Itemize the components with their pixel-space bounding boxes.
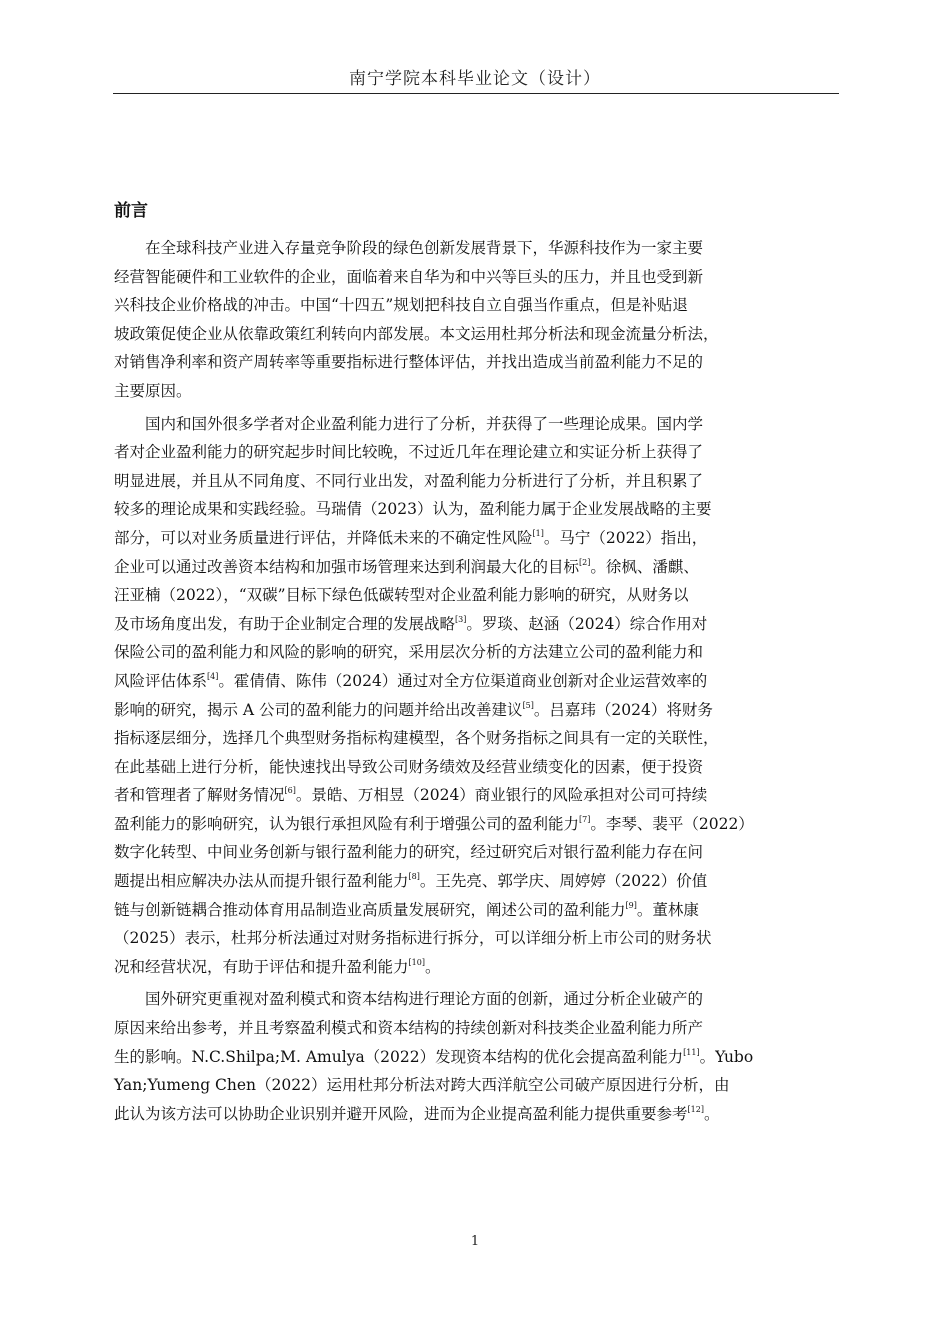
- text-line: [114, 667, 840, 696]
- text-run: 此认为该方法可以协助企业识别并避开风险，进而为企业提高盈利能力提供重要参考: [114, 1104, 688, 1123]
- text-run: 。董林康: [636, 900, 699, 919]
- body-text: [114, 234, 840, 1132]
- text-run: 者和管理者了解财务情况: [114, 786, 285, 805]
- text-line: 在全球科技产业进入存量竞争阶段的绿色创新发展背景下，华源科技作为一家主要: [145, 239, 704, 257]
- text-line: 数字化转型、中间业务创新与银行盈利能力的研究，经过研究后对银行盈利能力存在问: [114, 843, 704, 862]
- paragraph-3: [114, 985, 840, 1128]
- text-line: 坡政策促使企业从依靠政策红利转向内部发展。本文运用杜邦分析法和现金流量分析法，: [114, 324, 719, 343]
- text-run: 盈利能力的影响研究，认为银行承担风险有利于增强公司的盈利能力: [114, 814, 580, 833]
- text-line: [114, 953, 840, 982]
- text-line: 明显进展，并且从不同角度、不同行业出发，对盈利能力分析进行了分析，并且积累了: [114, 471, 704, 490]
- text-run: 。: [424, 957, 441, 976]
- text-run: 及市场角度出发，有助于企业制定合理的发展战略: [114, 614, 456, 633]
- text-run: 。罗琰、赵涵（2024）综合作用对: [466, 614, 708, 633]
- text-line: [114, 553, 840, 582]
- text-line: 在此基础上进行分析，能快速找出导致公司财务绩效及经营业绩变化的因素，便于投资: [114, 757, 704, 776]
- text-line: [114, 810, 840, 839]
- text-line: 原因来给出参考，并且考察盈利模式和资本结构的持续创新对科技类企业盈利能力所产: [114, 1019, 704, 1038]
- text-line: 汪亚楠（2022），“双碳”目标下绿色低碳转型对企业盈利能力影响的研究，从财务以: [114, 586, 689, 605]
- citation-5: [5]: [522, 700, 534, 710]
- citation-1: [1]: [532, 528, 544, 538]
- text-line: [114, 896, 840, 925]
- citation-6: [6]: [284, 786, 296, 796]
- text-run: 。霍倩倩、陈伟（2024）通过对全方位渠道商业创新对企业运营效率的: [218, 671, 708, 690]
- text-run: 。景皓、万相昱（2024）商业银行的风险承担对公司可持续: [295, 786, 708, 805]
- citation-2: [2]: [579, 557, 591, 567]
- text-run: 影响的研究，揭示 A 公司的盈利能力的问题并给出改善建议: [114, 700, 523, 719]
- text-run: 。Yubo: [699, 1047, 754, 1066]
- text-run: 企业可以通过改善资本结构和加强市场管理来达到利润最大化的目标: [114, 557, 580, 576]
- text-line: （2025）表示，杜邦分析法通过对财务指标进行拆分，可以详细分析上市公司的财务状: [114, 929, 712, 948]
- citation-3: [3]: [455, 614, 467, 624]
- text-run: 部分，可以对业务质量进行评估，并降低未来的不确定性风险: [114, 528, 533, 547]
- text-line: 较多的理论成果和实践经验。马瑞倩（2023）认为，盈利能力属于企业发展战略的主要: [114, 500, 712, 519]
- paragraph-1: [114, 234, 840, 406]
- citation-4: [4]: [207, 671, 219, 681]
- text-run: 题提出相应解决办法从而提升银行盈利能力: [114, 872, 409, 891]
- running-header: 南宁学院本科毕业论文（设计）: [349, 69, 601, 89]
- text-run: 。吕嘉玮（2024）将财务: [533, 700, 713, 719]
- header-divider: [113, 93, 839, 94]
- text-line: [114, 1100, 840, 1129]
- citation-8: [8]: [408, 872, 420, 882]
- text-line: 指标逐层细分，选择几个典型财务指标构建模型，各个财务指标之间具有一定的关联性，: [114, 729, 719, 748]
- text-run: 。: [703, 1104, 720, 1123]
- text-run: 。王先亮、郭学庆、周婷婷（2022）价值: [419, 872, 708, 891]
- citation-9: [9]: [625, 900, 637, 910]
- citation-11: [11]: [683, 1047, 700, 1057]
- paragraph-2: [114, 410, 840, 982]
- text-line: [114, 1043, 840, 1072]
- text-line: [114, 781, 840, 810]
- text-run: 生的影响。N.C.Shilpa;M. Amulya（2022）发现资本结构的优化会提高盈利能力: [114, 1047, 684, 1066]
- text-run: 况和经营状况，有助于评估和提升盈利能力: [114, 957, 409, 976]
- citation-10: [10]: [408, 957, 425, 967]
- text-line: 主要原因。: [114, 381, 192, 400]
- text-run: 。马宁（2022）指出，: [543, 528, 708, 547]
- section-heading: 前言: [114, 201, 148, 221]
- text-line: [114, 867, 840, 896]
- citation-7: [7]: [579, 814, 591, 824]
- text-line: 对销售净利率和资产周转率等重要指标进行整体评估，并找出造成当前盈利能力不足的: [114, 353, 704, 372]
- text-run: 。徐枫、潘麒、: [590, 557, 699, 576]
- text-line: 国内和国外很多学者对企业盈利能力进行了分析，并获得了一些理论成果。国内学: [145, 414, 704, 433]
- text-line: [114, 696, 840, 725]
- text-line: 国外研究更重视对盈利模式和资本结构进行理论方面的创新，通过分析企业破产的: [145, 990, 704, 1009]
- text-line: 保险公司的盈利能力和风险的影响的研究，采用层次分析的方法建立公司的盈利能力和: [114, 643, 704, 662]
- text-line: 经营智能硬件和工业软件的企业，面临着来自华为和中兴等巨头的压力，并且也受到新: [114, 267, 704, 286]
- text-line: [114, 524, 840, 553]
- text-run: 风险评估体系: [114, 671, 208, 690]
- text-line: 者对企业盈利能力的研究起步时间比较晚，不过近几年在理论建立和实证分析上获得了: [114, 443, 704, 462]
- text-line: 兴科技企业价格战的冲击。中国“十四五”规划把科技自立自强当作重点，但是补贴退: [114, 296, 688, 315]
- page-number: 1: [470, 1234, 480, 1249]
- text-run: 链与创新链耦合推动体育用品制造业高质量发展研究，阐述公司的盈利能力: [114, 900, 626, 919]
- text-line: Yan;Yumeng Chen（2022）运用杜邦分析法对跨大西洋航空公司破产原因进行分析，由: [114, 1076, 730, 1095]
- citation-12: [12]: [687, 1104, 704, 1114]
- text-line: [114, 610, 840, 639]
- text-run: 。李琴、裴平（2022）: [590, 814, 754, 833]
